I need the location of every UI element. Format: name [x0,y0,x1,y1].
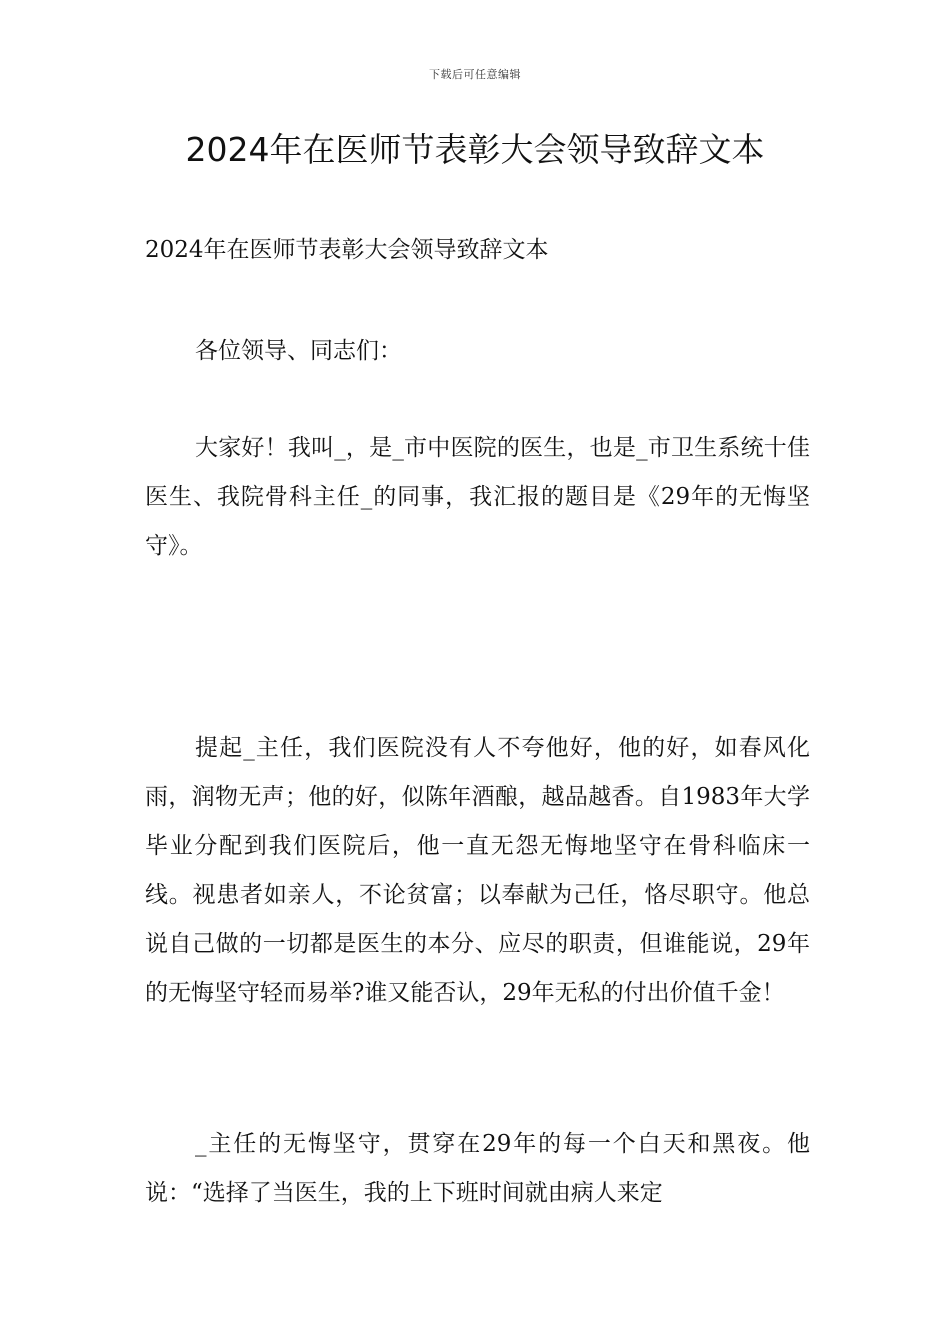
intro-paragraph: 大家好！我叫_，是_市中医院的医生，也是_市卫生系统十佳医生、我院骨科主任_的同事，我汇报的题目是《29年的无悔坚守》。 [145,435,810,559]
body-paragraph-1: 提起_主任，我们医院没有人不夸他好，他的好，如春风化雨，润物无声；他的好，似陈年酒酿，越品越香。自1983年大学毕业分配到我们医院后，他一直无怨无悔地坚守在骨科临床一线。视患者如亲人，不论贫富；以奉献为己任，恪尽职守。他总说自己做的一切都是医生的本分、应尽的职责，但谁能说，29年的无悔坚守轻而易举?谁又能否认，29年无私的付出价值千金！ [145,735,810,1006]
document-title: 2024年在医师节表彰大会领导致辞文本 [185,130,765,169]
document-subtitle: 2024年在医师节表彰大会领导致辞文本 [145,237,549,263]
greeting-paragraph: 各位领导、同志们： [195,338,402,364]
body-paragraph-2: _主任的无悔坚守，贯穿在29年的每一个白天和黑夜。他说：“选择了当医生，我的上下班时间就由病人来定 [145,1131,810,1206]
header-note: 下载后可任意编辑 [429,68,521,81]
